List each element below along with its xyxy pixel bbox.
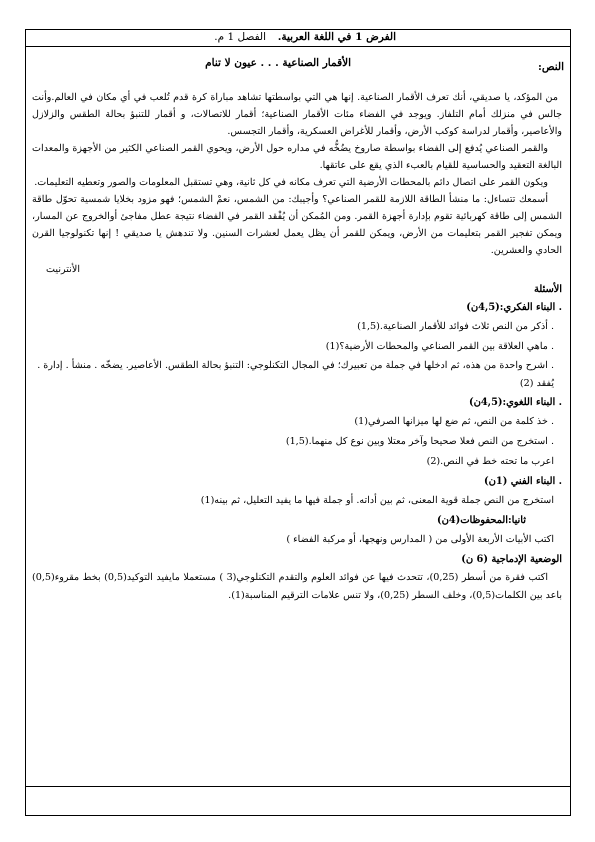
integration-task: اكتب فقرة من أسطر (0,25)، تتحدث فيها عن فوائد العلوم والتقدم التكنلوجي(3 ) مستعملا مايفيد التوكيد(0,5) بخط مقروء(0,5) باعد بين الكلمات(0,5)، وخلف السطر (0,25)، ولا تنس علامات الترقيم المناسبة(1).: [32, 572, 562, 601]
exam-header: [30, 31, 566, 47]
section-linguistic: . البناء اللغوي:(4,5ن): [469, 397, 562, 408]
question-item: . خذ كلمة من النص، ثم ضع لها ميزانها الصرفي(1): [354, 416, 554, 427]
question-item: . استخرج من النص فعلا صحيحا وآخر معتلا وبين نوع كل منهما.(1,5): [285, 436, 554, 447]
question-item: اعرب ما تحته خط في النص.(2): [426, 456, 554, 467]
section-integration: الوضعية الإدماجية (6 ن): [461, 554, 562, 565]
text-title: الأقمار الصناعية . . . عيون لا تنام: [205, 57, 351, 69]
text-paragraph-2: والقمر الصناعي يُدفع إلى الفضاء بواسطة صاروخ يضُخُّه في مداره حول الأرض، ويحوي القمر الصناعي الكثير من الأجهزة والمعدات البالغة التعقيد والحساسية للقيام بالعبء الذي يقع على عاتقها.: [32, 143, 562, 171]
section-artistic: . البناء الفني (1ن): [484, 476, 562, 487]
questions-heading: الأسئلة: [534, 284, 562, 295]
text-paragraph-4: أسمعك تتساءل: ما منشأ الطاقة اللازمة للقمر الصناعي؟ وأجيبك: من الشمس، نعمْ الشمس؛ فهو مزود بخلايا شمسية تحوّل طاقة الشمس إلى طاقة كهربائية تقوم بإدارة أجهزة القمر. ومن المُمكن أن يُفْقد القمر في الفضاء نتيجة عطل مفاجئ أوالخروج عن المسار، ويمكن تفجير القمر بتعليمات من الأرض، ويمكن للقمر أن يظل يعمل لعشرات السنين. ولا تندهش يا صديقي ! إنها تكنولوجيا القرن الحادي والعشرين.: [32, 194, 562, 256]
footer-divider: [25, 786, 571, 787]
question-item: . أذكر من النص ثلاث فوائد للأقمار الصناعية.(1,5): [357, 321, 554, 332]
exam-class: الفصل 1 م.: [214, 31, 266, 43]
text-label: النص:: [537, 61, 564, 73]
text-paragraph-3: ويكون القمر على اتصال دائم بالمحطات الأرضية التي تعرف مكانه في كل ثانية، وهي تستقبل المعلومات والصور وتعطيه التعليمات.: [34, 177, 548, 188]
exam-title: الفرض 1 في اللغة العربية.: [277, 31, 396, 43]
text-paragraph-1: من المؤكد، يا صديقي، أنك تعرف الأقمار الصناعية. إنها هي التي بواسطتها تشاهد مباراة كرة قدم تُلعب في أي مكان في العالم.وأنت جالس في منزلك أمام التلفاز. ويوجد في الفضاء مئات الأقمار الصناعية؛ أقمار للاتصالات، و أقمار للتنبؤ بحالة الطقس والزلازل والأعاصير، وأقمار لدراسة كوكب الأرض، وأقمار للأغراض العسكرية، وأقمار التجسس.: [32, 92, 562, 137]
question-item: استخرج من النص جملة قوية المعنى، ثم بين أداته. أو جملة فيها ما يفيد التعليل، ثم بينه(1): [200, 495, 554, 506]
question-item: . اشرح واحدة من هذه، ثم ادخلها في جملة من تعبيرك؛ في المجال التكنلوجي: التنبؤ بحالة الطقس. الأعاصير. يضخّه . منشأ . إدارة . يُفقد (2): [37, 360, 554, 389]
question-item: اكتب الأبيات الأربعة الأولى من ( المدارس ونهجها، أو مركبة الفضاء ): [286, 534, 554, 545]
section-intellectual: . البناء الفكري:(4,5ن): [466, 302, 562, 313]
exam-sheet: [30, 31, 566, 605]
question-item: . ماهي العلاقة بين القمر الصناعي والمحطات الأرضية؟(1): [325, 341, 554, 352]
text-heading: [30, 57, 566, 81]
text-source: الأنترنيت: [46, 264, 80, 275]
section-memorized: ثانيا:المحفوظات(4ن): [436, 515, 526, 526]
